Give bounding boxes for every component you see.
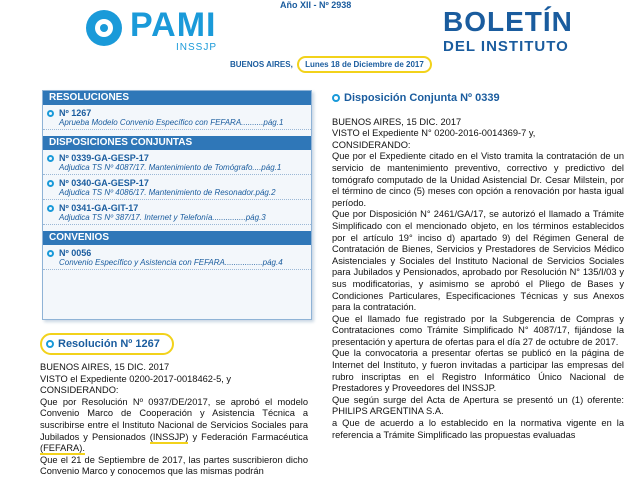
toc-item-desc: Adjudica TS Nº 4086/17. Mantenimiento de Resonador.pág.2	[59, 188, 276, 197]
text-run: y Federación Farmacéutica	[188, 431, 308, 442]
publication-date: Lunes 18 de Diciembre de 2017	[297, 56, 432, 73]
highlight-inssjp: (INSSJP)	[149, 431, 189, 442]
toc-item-number: Nº 1267	[59, 108, 92, 118]
toc-item-number: Nº 0339-GA-GESP-17	[59, 153, 149, 163]
bullet-icon	[47, 110, 54, 117]
toc-item-desc: Adjudica TS Nº 4087/17. Mantenimiento de Tomógrafo....pág.1	[59, 163, 282, 172]
issue-number: Año XII - Nº 2938	[280, 0, 352, 10]
toc-item-desc: Adjudica TS Nº 387/17. Internet y Telefonía...............pág.3	[59, 213, 266, 222]
paragraph: BUENOS AIRES, 15 DIC. 2017	[332, 116, 462, 127]
toc-item-number: Nº 0341-GA-GIT-17	[59, 203, 139, 213]
bullet-icon	[47, 180, 54, 187]
toc-item-desc: Convenio Específico y Asistencia con FEFARA.................pág.4	[59, 258, 283, 267]
toc-item-convenio-0056[interactable]	[43, 245, 311, 270]
paragraph: VISTO el Expediente N° 0200-2016-0014369-7 y,	[332, 128, 536, 139]
toc-item-desc: Aprueba Modelo Convenio Específico con FEFARA..........pág.1	[59, 118, 284, 127]
bullet-icon	[47, 155, 54, 162]
logo-subtitle: INSSJP	[176, 42, 218, 53]
paragraph: Que según surge del Acta de Apertura se presentó un (1) oferente: PHILIPS ARGENTINA S.A.	[332, 394, 624, 417]
table-of-contents	[42, 90, 312, 320]
paragraph: CONSIDERANDO:	[332, 139, 411, 150]
toc-item-number: Nº 0340-GA-GESP-17	[59, 178, 149, 188]
paragraph: Que la convocatoria a presentar ofertas se publicó en la página de Internet del Instituto, y fueron invitadas a participar las empresas del rubro inscriptas en el Registro Informático Único Nacional de Prestadores y Proveedores del INSSJP.	[332, 348, 624, 394]
bullet-icon	[46, 340, 54, 348]
toc-item-resolucion-1267[interactable]	[43, 105, 311, 130]
paragraph: Que el llamado fue registrado por la Subgerencia de Compras y Contrataciones como Trámite Simplificado N° 4087/17, fijándose la presentación y apertura de ofertas para el día 27 de octubre de 2017.	[332, 313, 624, 347]
header	[0, 0, 640, 78]
paragraph: VISTO el Expediente 0200-2017-0018462-5, y	[40, 373, 232, 384]
pami-logo: PAMI	[130, 6, 217, 44]
bullet-icon	[47, 250, 54, 257]
toc-item-number: Nº 0056	[59, 248, 92, 258]
paragraph: BUENOS AIRES, 15 DIC. 2017	[40, 362, 170, 372]
paragraph: a Que de acuerdo a lo establecido en la normativa vigente en la referencia a Trámite Simplificado las propuestas evaluadas	[332, 418, 624, 440]
toc-item-disposicion-0339[interactable]	[43, 150, 311, 175]
toc-section-header: CONVENIOS	[43, 231, 311, 245]
highlight-fefara: (FEFARA).	[40, 443, 85, 454]
toc-item-disposicion-0340[interactable]	[43, 175, 311, 200]
paragraph: Que por el Expediente citado en el Visto tramita la contratación de un servicio de mantenimiento preventivo, correctivo y predictivo del tomógrafo computado de la Unidad Asistencial Dr. Cesar Milstein, por el término de cinco (5) meses con opción a renovación por hasta igual período.	[332, 151, 624, 208]
resolution-title: Resolución Nº 1267	[58, 338, 160, 350]
city: BUENOS AIRES,	[230, 60, 293, 69]
bullet-icon	[47, 205, 54, 212]
paragraph	[40, 397, 308, 455]
paragraph: CONSIDERANDO:	[40, 385, 119, 396]
disposicion-column	[332, 93, 624, 441]
paragraph: Que el 21 de Septiembre de 2017, las partes suscribieron dicho Convenio Marco y conocemos que las mismas podrán	[40, 454, 308, 477]
toc-section-header: RESOLUCIONES	[43, 91, 311, 105]
bulletin-subtitle: DEL INSTITUTO	[443, 38, 569, 55]
paragraph: Que por Disposición N° 2461/GA/17, se autorizó el llamado a Trámite Simplificado con el mencionado objeto, en los términos establecidos por el artículo 19° inciso d) apartado 9) del Régimen General de Contratación de Bienes, Servicios y Prestadores de Servicios Médico Asistenciales y Sociales del Instituto Nacional de Servicios Sociales para Jubilados y Pensionados, aprobado por Resolución N° 135/I/03 y sus modificatorias, y asimismo se aprobó el Pliego de Bases y Condiciones Particulares, Especificaciones Técnicas y sus Anexos para la contratación.	[332, 209, 624, 313]
text-run: Que por Resolución Nº 0937/DE/2017, se aprobó el modelo Convenio Marco de Cooperación y Asistencia Técnica a suscribirse entre el Instituto Nacional de Servicios Sociales para Jubilados y Pensionados	[40, 396, 308, 442]
disposicion-title: Disposición Conjunta Nº 0339	[344, 92, 500, 104]
toc-item-disposicion-0341[interactable]	[43, 200, 311, 225]
resolution-body	[40, 362, 308, 478]
dateline	[230, 56, 432, 73]
toc-section-header: DISPOSICIONES CONJUNTAS	[43, 136, 311, 150]
bullet-icon	[332, 94, 340, 102]
bulletin-title: BOLETÍN	[443, 6, 573, 37]
resolution-heading	[40, 333, 174, 355]
pami-logo-icon	[86, 10, 122, 46]
disposicion-heading	[332, 93, 624, 105]
